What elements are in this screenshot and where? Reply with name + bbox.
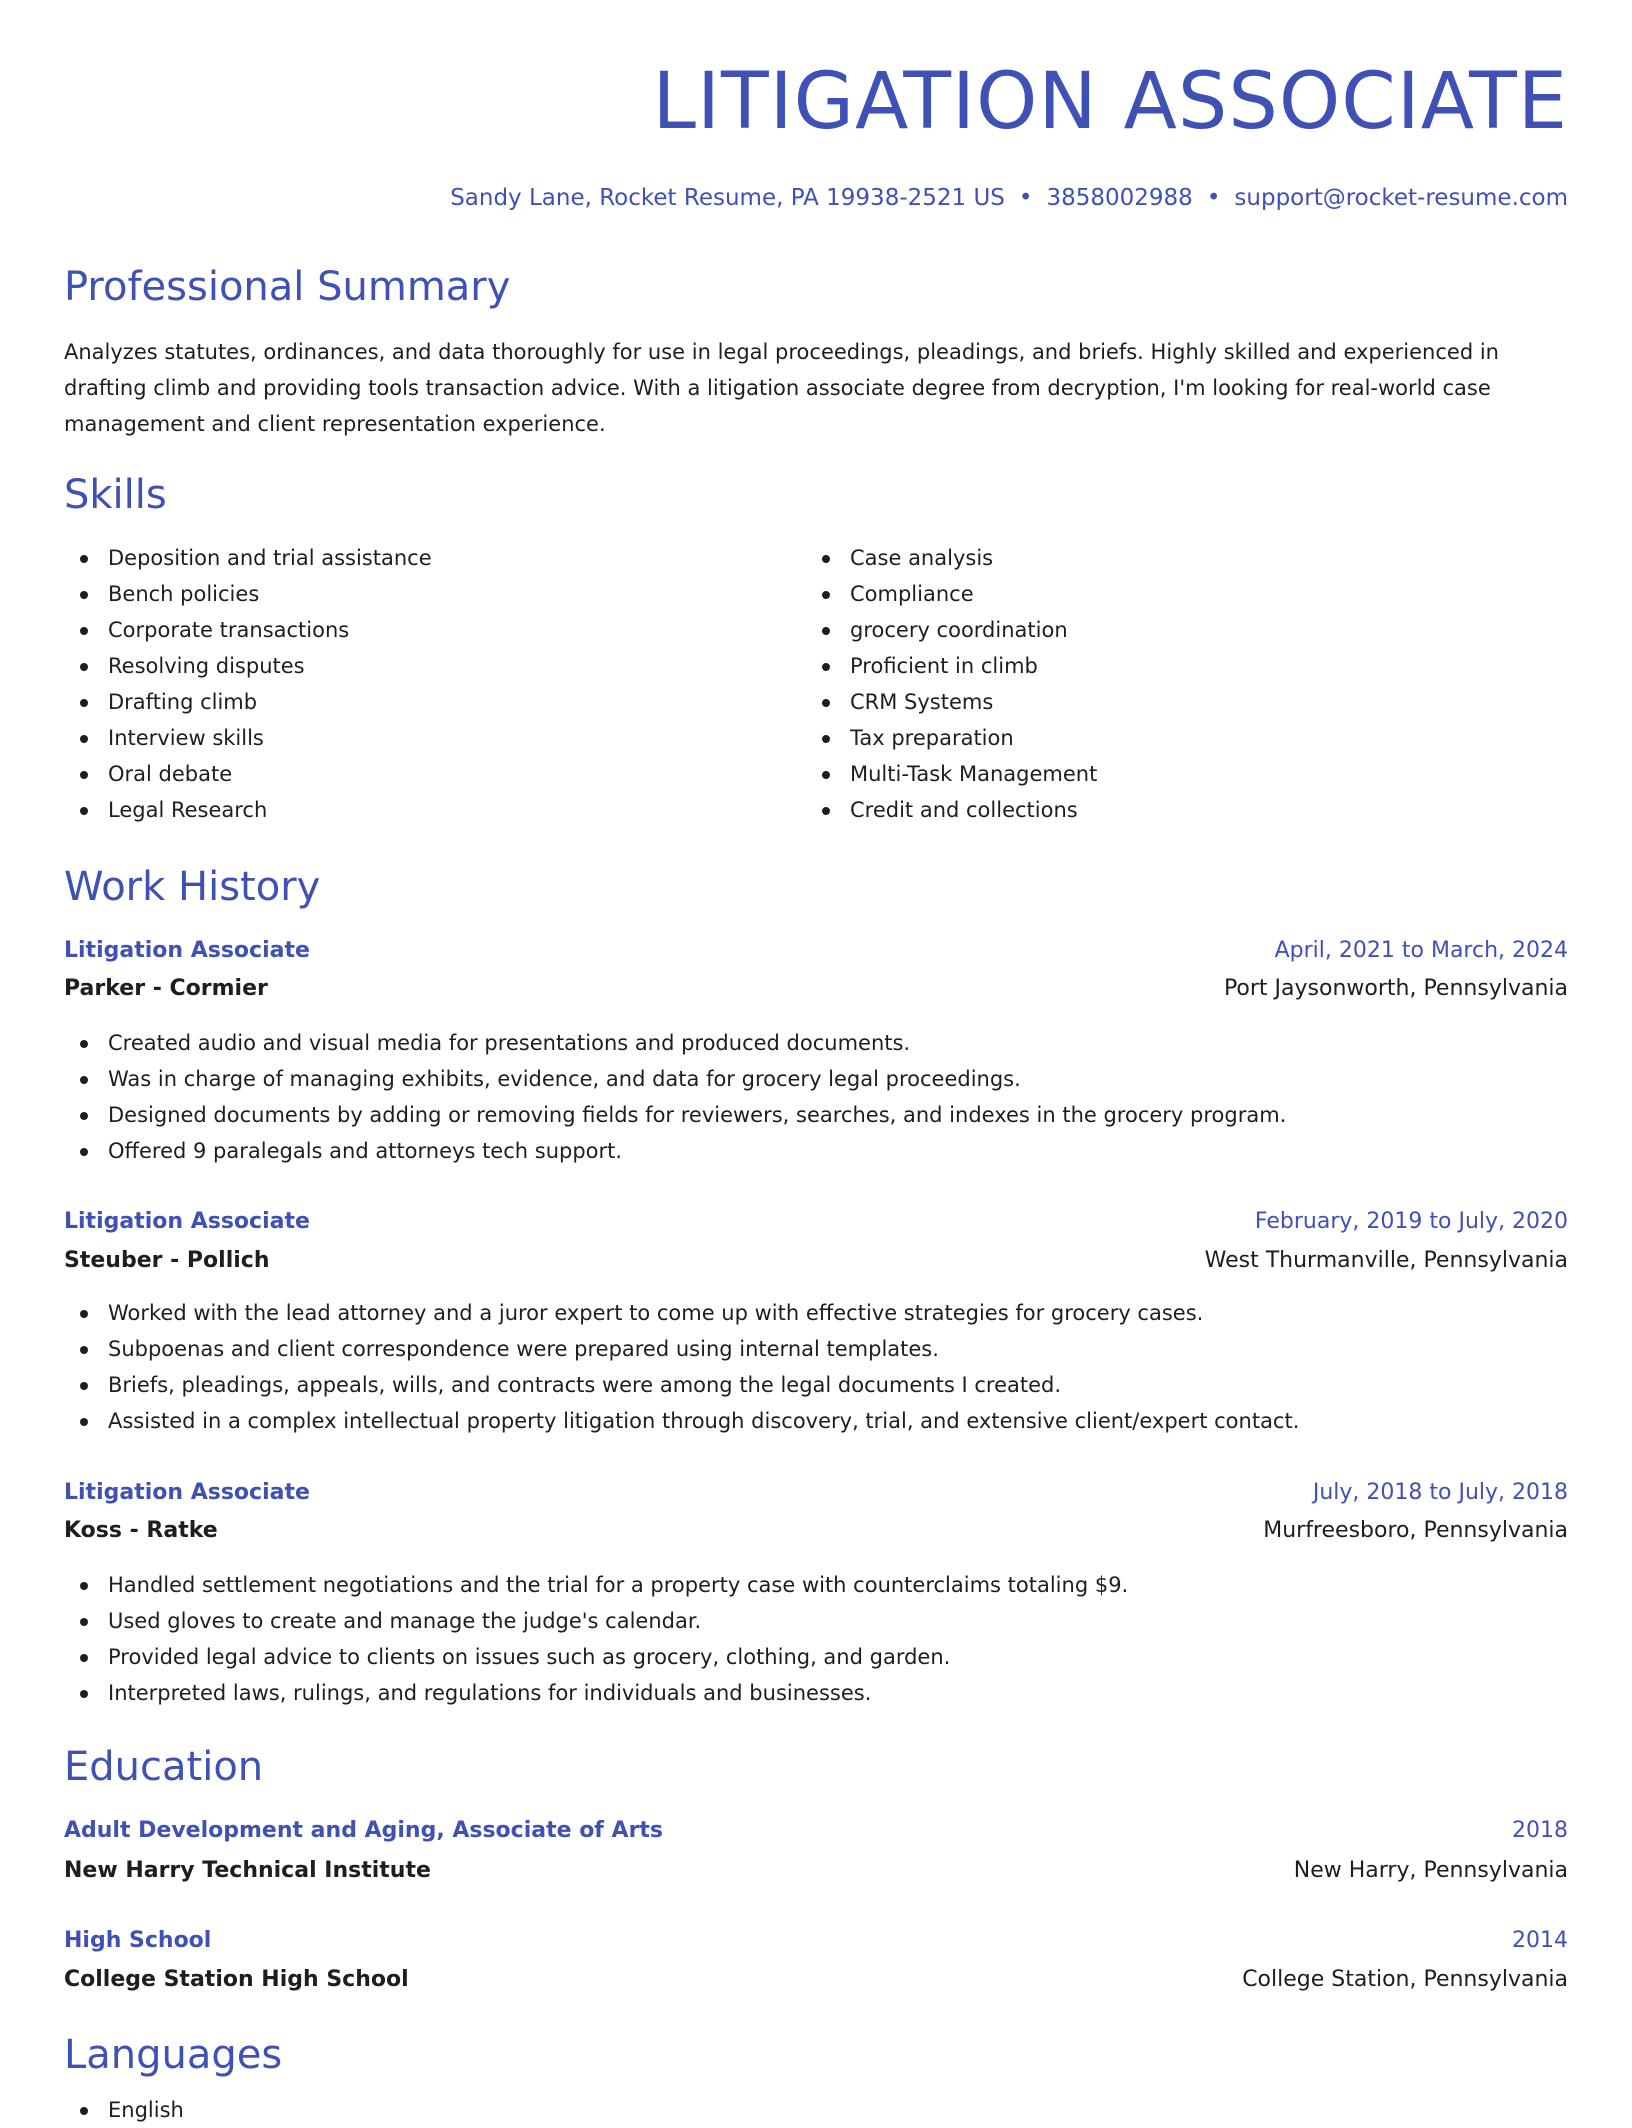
skill-item: Drafting climb: [64, 684, 432, 720]
languages-list: [64, 2092, 184, 2128]
education-school: New Harry Technical Institute: [64, 1858, 431, 1883]
job-header: [64, 933, 1568, 969]
job-bullet: Designed documents by adding or removing fields for reviewers, searches, and indexes in the grocery program.: [64, 1097, 1286, 1133]
job-bullet: Offered 9 paralegals and attorneys tech support.: [64, 1133, 1286, 1169]
education-school: College Station High School: [64, 1967, 409, 1992]
education-degree: Adult Development and Aging, Associate of Arts: [64, 1818, 664, 1843]
education-school-row: [64, 1853, 1568, 1889]
job-company: Parker - Cormier: [64, 976, 268, 1001]
job-bullet: Used gloves to create and manage the judge's calendar.: [64, 1603, 1128, 1639]
skill-item: Deposition and trial assistance: [64, 540, 432, 576]
skill-item: Proficient in climb: [806, 648, 1097, 684]
education-school-row: [64, 1962, 1568, 1998]
contact-address: Sandy Lane, Rocket Resume, PA 19938-2521 US: [450, 185, 1005, 211]
job-company-row: [64, 971, 1568, 1007]
job-bullets: [64, 1025, 1286, 1169]
skill-item: Corporate transactions: [64, 612, 432, 648]
education-year: 2018: [1512, 1818, 1568, 1843]
skill-item: Tax preparation: [806, 720, 1097, 756]
skills-heading: Skills: [64, 472, 167, 518]
contact-phone: 3858002988: [1046, 185, 1193, 211]
job-title: Litigation Associate: [64, 938, 310, 963]
contact-separator: •: [1206, 185, 1221, 211]
skill-item: Case analysis: [806, 540, 1097, 576]
job-title: Litigation Associate: [64, 1209, 310, 1234]
job-company-row: [64, 1513, 1568, 1549]
skills-list-right: [806, 540, 1097, 828]
education-location: New Harry, Pennsylvania: [1293, 1858, 1568, 1883]
language-item: English: [64, 2092, 184, 2128]
job-location: West Thurmanville, Pennsylvania: [1204, 1248, 1568, 1273]
job-bullet: Subpoenas and client correspondence were prepared using internal templates.: [64, 1331, 1299, 1367]
skill-item: Credit and collections: [806, 792, 1097, 828]
education-degree: High School: [64, 1928, 212, 1953]
job-bullets: [64, 1567, 1128, 1711]
education-heading: Education: [64, 1744, 264, 1790]
job-bullets: [64, 1295, 1299, 1439]
job-header: [64, 1475, 1568, 1511]
education-header: [64, 1923, 1568, 1959]
job-bullet: Worked with the lead attorney and a juror expert to come up with effective strategies for grocery cases.: [64, 1295, 1299, 1331]
contact-email: support@rocket-resume.com: [1234, 185, 1568, 211]
contact-line: [450, 178, 1568, 218]
resume-title: LITIGATION ASSOCIATE: [652, 57, 1568, 147]
job-company: Steuber - Pollich: [64, 1248, 270, 1273]
skill-item: Compliance: [806, 576, 1097, 612]
contact-separator: •: [1018, 185, 1033, 211]
skill-item: CRM Systems: [806, 684, 1097, 720]
job-bullet: Was in charge of managing exhibits, evidence, and data for grocery legal proceedings.: [64, 1061, 1286, 1097]
education-location: College Station, Pennsylvania: [1242, 1967, 1568, 1992]
education-header: [64, 1813, 1568, 1849]
job-bullet: Handled settlement negotiations and the trial for a property case with counterclaims totaling $9.: [64, 1567, 1128, 1603]
job-dates: July, 2018 to July, 2018: [1312, 1480, 1568, 1505]
job-location: Murfreesboro, Pennsylvania: [1263, 1518, 1568, 1543]
job-bullet: Interpreted laws, rulings, and regulations for individuals and businesses.: [64, 1675, 1128, 1711]
skill-item: Legal Research: [64, 792, 432, 828]
job-company: Koss - Ratke: [64, 1518, 218, 1543]
job-bullet: Provided legal advice to clients on issues such as grocery, clothing, and garden.: [64, 1639, 1128, 1675]
skill-item: Bench policies: [64, 576, 432, 612]
summary-heading: Professional Summary: [64, 264, 511, 310]
education-year: 2014: [1512, 1928, 1568, 1953]
job-header: [64, 1204, 1568, 1240]
job-dates: February, 2019 to July, 2020: [1254, 1209, 1568, 1234]
job-location: Port Jaysonworth, Pennsylvania: [1223, 976, 1568, 1001]
summary-text: Analyzes statutes, ordinances, and data thoroughly for use in legal proceedings, pleadings, and briefs. Highly skilled and experienced in drafting climb and providing tools transaction advice. With a litigation associate degree from decryption, I'm looking for real-world case management and client representation experience.: [64, 340, 1499, 436]
skill-item: Multi-Task Management: [806, 756, 1097, 792]
job-bullet: Briefs, pleadings, appeals, wills, and contracts were among the legal documents I created.: [64, 1367, 1299, 1403]
skill-item: Oral debate: [64, 756, 432, 792]
job-bullet: Assisted in a complex intellectual property litigation through discovery, trial, and extensive client/expert contact.: [64, 1403, 1299, 1439]
job-bullet: Created audio and visual media for presentations and produced documents.: [64, 1025, 1286, 1061]
skill-item: Interview skills: [64, 720, 432, 756]
skill-item: Resolving disputes: [64, 648, 432, 684]
skill-item: grocery coordination: [806, 612, 1097, 648]
languages-heading: Languages: [64, 2032, 283, 2078]
work-history-heading: Work History: [64, 864, 321, 910]
skills-list-left: [64, 540, 432, 828]
job-dates: April, 2021 to March, 2024: [1274, 938, 1568, 963]
job-title: Litigation Associate: [64, 1480, 310, 1505]
job-company-row: [64, 1243, 1568, 1279]
